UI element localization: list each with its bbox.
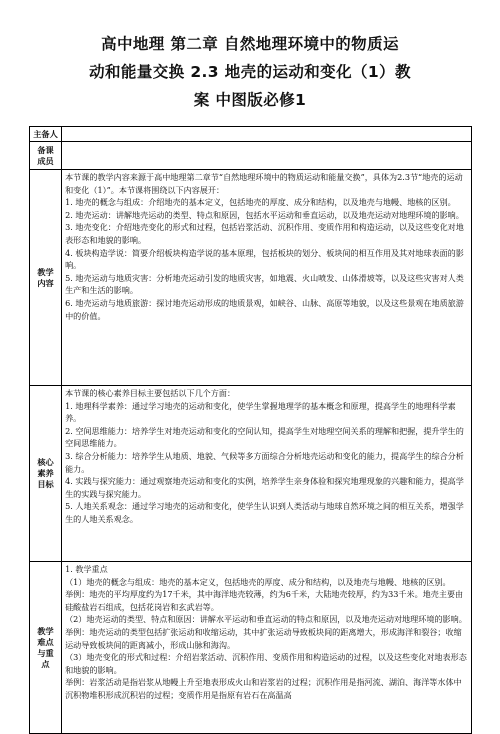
content-label: 教学 内容	[30, 170, 62, 386]
author-value	[62, 127, 472, 142]
title-line: 案 中图版必修1	[193, 91, 307, 109]
paragraph: 本节课的核心素养目标主要包括以下几个方面：	[65, 388, 236, 398]
paragraph: 2. 地壳运动：讲解地壳运动的类型、特点和原因，包括水平运动和垂直运动，以及地壳运动对地理环境的影响。	[65, 209, 464, 220]
paragraph: （2）地壳运动的类型、特点和原因：讲解水平运动和垂直运动的特点和原因，以及地壳运动对地理环境的影响。	[65, 614, 467, 625]
literacy-label: 核心 素养 目标	[30, 386, 62, 562]
keypoints-row	[30, 562, 472, 734]
document-title	[0, 30, 500, 114]
content-row	[30, 170, 472, 386]
paragraph: 1. 地理科学素养：通过学习地壳的运动和变化，使学生掌握地理学的基本概念和原理，提高学生的地理科学素养。	[65, 400, 456, 424]
members-value	[62, 142, 472, 170]
paragraph: （3）地壳变化的形式和过程：介绍岩浆活动、沉积作用、变质作用和构造运动的过程，以及这些变化对地表形态和地貌的影响。	[65, 652, 467, 675]
paragraph: 5. 地壳运动与地质灾害：分析地壳运动引发的地质灾害，如地震、火山喷发、山体滑坡等，以及这些灾害对人类生产和生活的影响。	[65, 272, 464, 296]
paragraph: 3. 地壳变化：介绍地壳变化的形式和过程，包括岩浆活动、沉积作用、变质作用和构造运动，以及这些变化对地表形态和地貌的影响。	[65, 222, 464, 245]
paragraph: （1）地壳的概念与组成：地壳的基本定义，包括地壳的厚度、成分和结构，以及地壳与地幔、地核的区别。	[65, 576, 451, 587]
paragraph: 5. 人地关系观念：通过学习地壳的运动和变化，使学生认识到人类活动与地球自然环境之间的相互关系，增强学生的人地关系观念。	[65, 501, 464, 524]
paragraph: 1. 教学重点	[65, 564, 108, 574]
paragraph: 4. 实践与探究能力：通过观察地壳运动和变化的实例，培养学生亲身体验和探究地理现象的兴趣和能力，提高学生的实践与探究能力。	[65, 476, 464, 499]
author-label: 主备人	[30, 127, 62, 142]
paragraph: 4. 板块构造学说：简要介绍板块构造学说的基本原理，包括板块的划分、板块间的相互作用及其对地球表面的影响。	[65, 247, 464, 271]
paragraph: 举例：岩浆活动是指岩浆从地幔上升至地表形成火山和岩浆岩的过程；沉积作用是指河流、湖泊、海洋等水体中沉积物堆积形成沉积岩的过程；变质作用是指原有岩石在高温高	[65, 677, 462, 700]
paragraph: 举例：地壳运动的类型包括扩张运动和收缩运动，其中扩张运动导致板块间的距离增大，形成海洋和裂谷；收缩运动导致板块间的距离减小，形成山脉和海沟。	[65, 626, 462, 650]
members-row	[30, 142, 472, 170]
author-row	[30, 127, 472, 142]
title-line: 高中地理 第二章 自然地理环境中的物质运	[101, 35, 399, 53]
paragraph: 举例：地壳的平均厚度约为17千米，其中海洋地壳较薄，约为6千米，大陆地壳较厚，约为33千米。地壳主要由硅酸盐岩石组成，包括花岗岩和玄武岩等。	[65, 589, 464, 612]
paragraph: 本节课的教学内容来源于高中地理第二章节“自然地理环境中的物质运动和能量交换”，具体为2.3节“地壳的运动和变化（1）”。本节课将围绕以下内容展开：	[65, 172, 463, 195]
paragraph: 3. 综合分析能力：培养学生从地质、地貌、气候等多方面综合分析地壳运动和变化的能力，提高学生的综合分析能力。	[65, 450, 464, 474]
keypoints-label: 教学 难点 与重 点	[30, 562, 62, 734]
paragraph: 2. 空间思维能力：培养学生对地壳运动和变化的空间认知，提高学生对地理空间关系的理解和把握，提升学生的空间思维能力。	[65, 425, 464, 449]
keypoints-text	[62, 562, 472, 734]
title-line: 动和能量交换 2.3 地壳的运动和变化（1）教	[89, 63, 411, 81]
paragraph: 1. 地壳的概念与组成：介绍地壳的基本定义，包括地壳的厚度、成分和结构，以及地壳与地幔、地核的区别。	[65, 197, 456, 208]
content-text	[62, 170, 472, 386]
lesson-plan-table	[29, 126, 472, 734]
paragraph: 6. 地壳运动与地质旅游：探讨地壳运动形成的地质景观，如峡谷、山脉、高原等地貌，以及这些景观在地质旅游中的价值。	[65, 297, 464, 321]
members-label: 备课 成员	[30, 142, 62, 170]
literacy-text	[62, 386, 472, 562]
literacy-row	[30, 386, 472, 562]
